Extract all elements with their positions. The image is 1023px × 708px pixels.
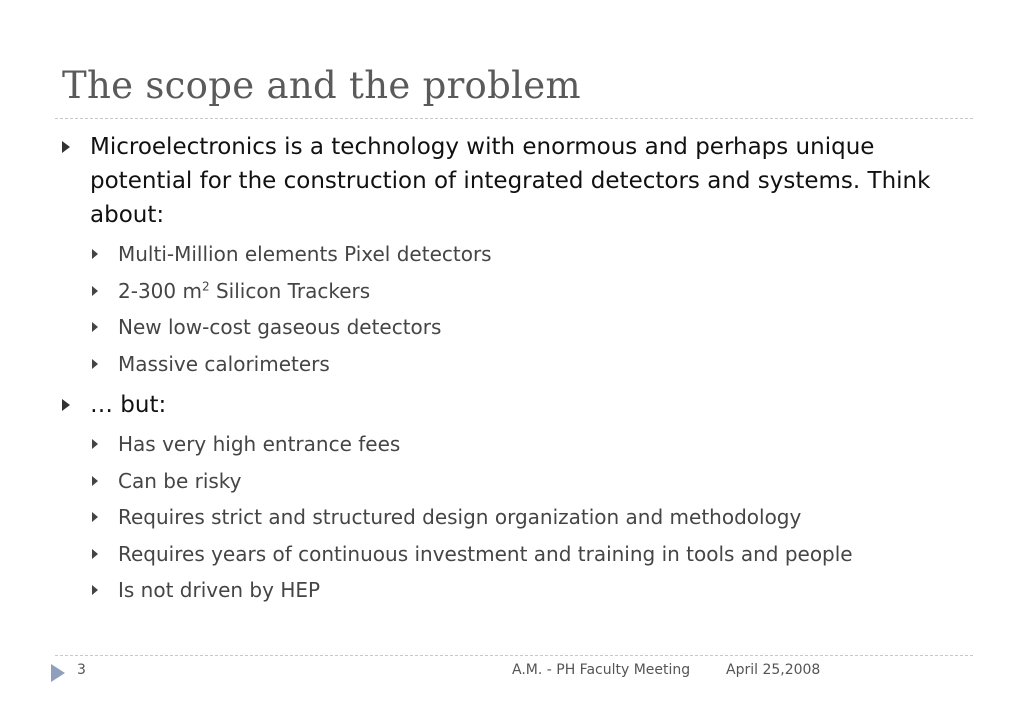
sub-bullet-item <box>60 572 975 609</box>
sub-bullet-text: Requires years of continuous investment and training in tools and people <box>118 541 853 566</box>
sub-bullet-text: Has very high entrance fees <box>118 432 401 456</box>
sub-bullet-item <box>60 499 975 536</box>
bullet-text: Microelectronics is a technology with enormous and perhaps unique potential for the construction of integrated detectors and systems. Think about: <box>90 134 931 228</box>
bullet-text: … but: <box>90 392 167 418</box>
bullet-microelectronics <box>60 130 975 232</box>
sub-bullet-triangle-icon <box>92 322 98 332</box>
sub-bullet-triangle-icon <box>92 549 98 559</box>
sub-bullet-text: Massive calorimeters <box>118 351 330 376</box>
slide-title: The scope and the problem <box>62 64 581 107</box>
sub-bullet-triangle-icon <box>92 512 98 522</box>
sub-bullet-text: Can be risky <box>118 468 242 493</box>
footer-meeting: A.M. - PH Faculty Meeting <box>512 662 691 678</box>
sub-bullet-item <box>60 236 975 273</box>
sub-bullet-text: Multi-Million elements Pixel detectors <box>118 242 492 266</box>
superscript: 2 <box>201 278 210 293</box>
sub-bullet-triangle-icon <box>92 476 98 486</box>
sub-bullet-triangle-icon <box>92 439 98 449</box>
sub-bullet-list <box>60 236 975 382</box>
slide-body <box>60 130 975 609</box>
sub-bullet-text: Requires strict and structured design organization and methodology <box>118 505 802 529</box>
bullet-triangle-icon <box>62 399 70 411</box>
sub-bullet-text-pre: 2-300 m <box>118 278 202 303</box>
sub-bullet-text: Is not driven by HEP <box>118 578 321 602</box>
sub-bullet-triangle-icon <box>92 286 98 296</box>
bullet-triangle-icon <box>62 141 70 153</box>
sub-bullet-item <box>60 426 975 463</box>
sub-bullet-list <box>60 426 975 609</box>
sub-bullet-item <box>60 463 975 500</box>
footer-divider <box>55 655 973 656</box>
bullet-but <box>60 388 975 422</box>
sub-bullet-triangle-icon <box>92 585 98 595</box>
arrow-right-icon <box>51 664 65 682</box>
sub-bullet-text-post: Silicon Trackers <box>209 278 371 303</box>
sub-bullet-item <box>60 273 975 310</box>
title-divider <box>55 118 973 119</box>
sub-bullet-item <box>60 536 975 573</box>
footer-date: April 25,2008 <box>726 662 821 678</box>
sub-bullet-triangle-icon <box>92 359 98 369</box>
page-number: 3 <box>77 662 86 678</box>
sub-bullet-item <box>60 309 975 346</box>
sub-bullet-text: New low-cost gaseous detectors <box>118 315 442 339</box>
sub-bullet-triangle-icon <box>92 249 98 259</box>
sub-bullet-item <box>60 346 975 383</box>
